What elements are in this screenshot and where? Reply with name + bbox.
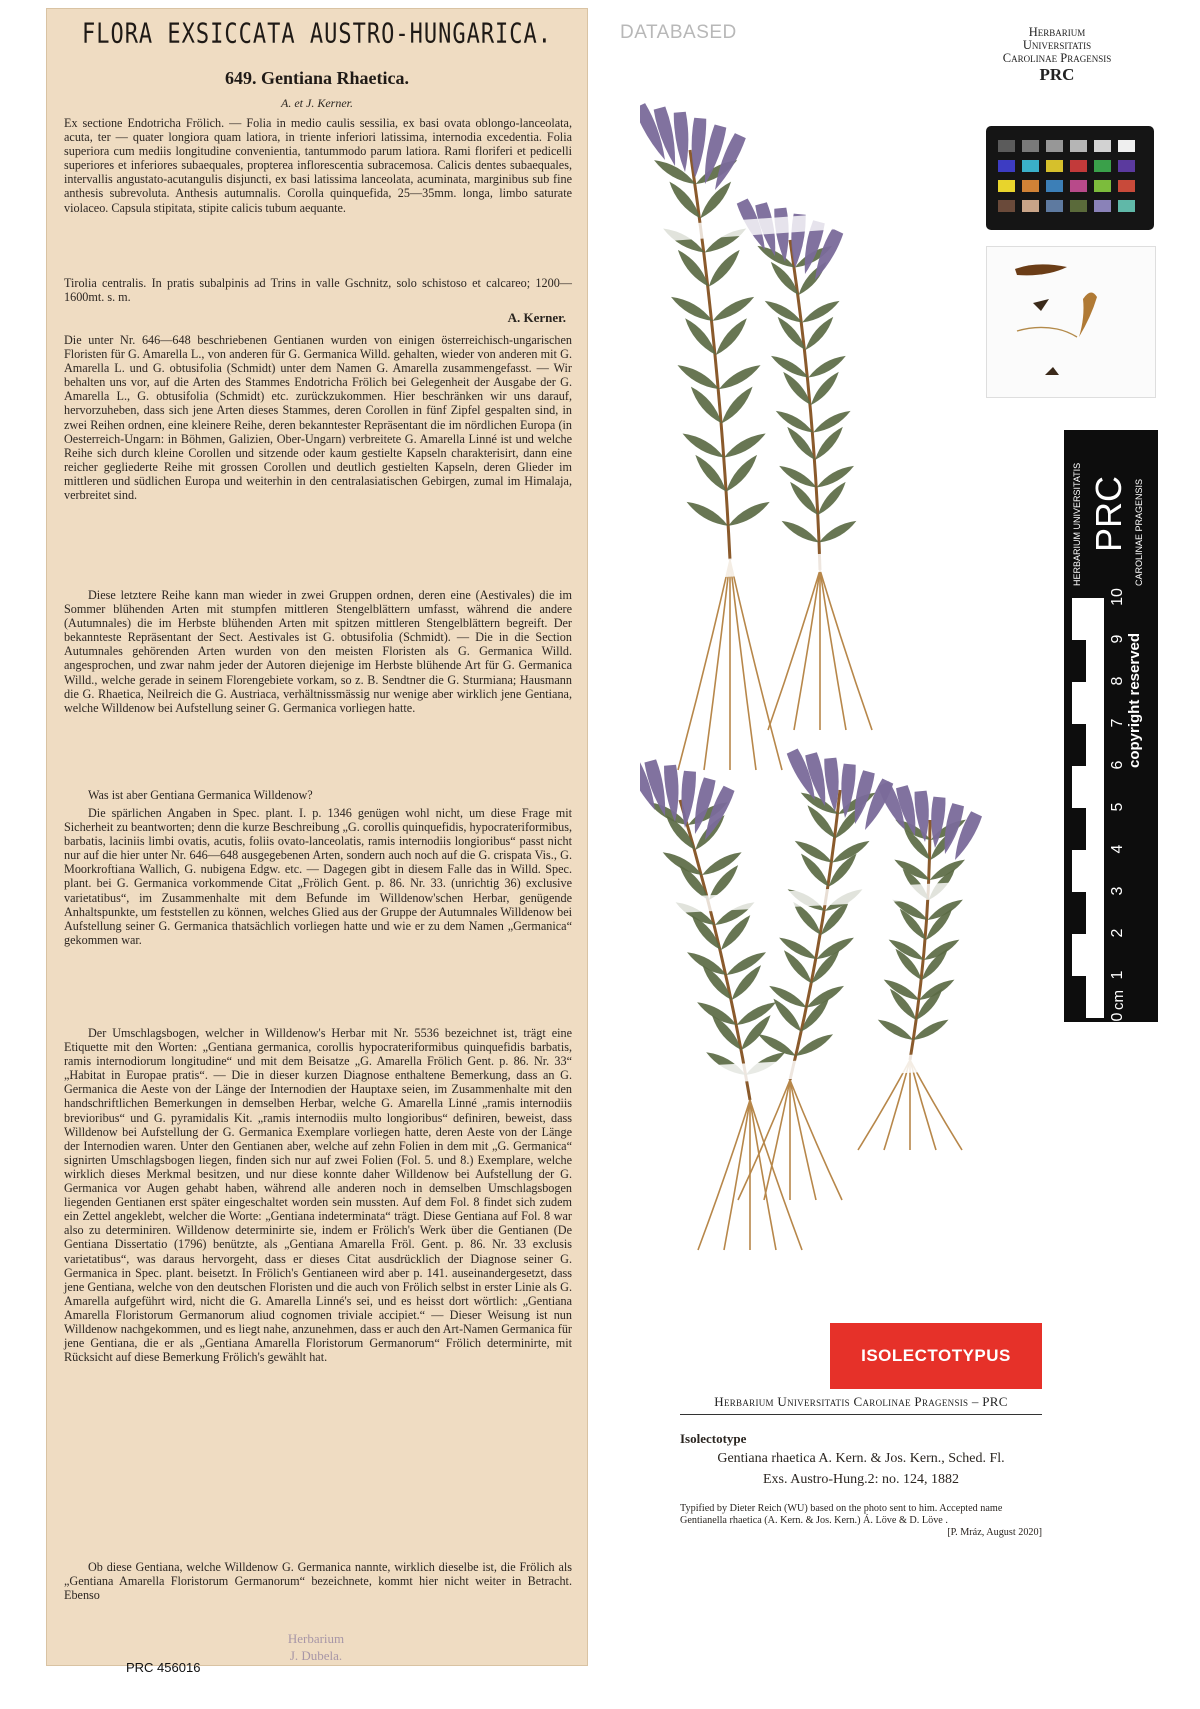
- type-status-text: ISOLECTOTYPUS: [861, 1346, 1011, 1365]
- root: [910, 1060, 962, 1150]
- leaf: [724, 948, 768, 979]
- color-swatch: [1094, 200, 1111, 212]
- label-description: Ex sectione Endotricha Frölich. — Folia in medio caulis sessilia, ex basi ovata oblongo-lanceolata, acuta, ter — quater longiora quam latiora, in triente inferiori latissima, internodia excedentia. Folia superiora cum mediis longitudine convenientia, tantummodo parum latiora. Rami floriferi et pedicelli superiores et inferiores subaequales, propterea inflorescentia subracemosa. Calicis dentes subaequales, intervallis angustato-acutangulis disjuncti, ex basi latissima lanceolata, acuminata, marginibus sub fine anthesis subrevoluta. Anthesis autumnalis. Corolla quinquefida, 25—35mm. longa, limbo saturate violaceo. Capsula stipitata, stipite calicis tubum aequante.: [64, 116, 572, 215]
- ruler-tick-label: 5: [1109, 802, 1126, 812]
- color-swatch: [1094, 160, 1111, 172]
- label-collector: A. Kerner.: [507, 310, 566, 325]
- exsiccata-label-sheet: [46, 8, 588, 1666]
- leaf: [779, 517, 821, 546]
- leaf: [814, 462, 856, 491]
- det-label-signature: [P. Mráz, August 2020]: [947, 1527, 1042, 1538]
- ruler-tick-label: 7: [1109, 718, 1126, 728]
- root: [794, 570, 820, 730]
- leaf: [712, 315, 751, 358]
- color-swatch: [1070, 180, 1087, 192]
- scale-bar-unit: cm: [1110, 990, 1127, 1010]
- scale-bar-code: PRC: [1088, 475, 1129, 552]
- root: [704, 560, 730, 770]
- label-title: FLORA EXSICCATA AUSTRO-HUNGARICA.: [81, 18, 553, 51]
- root: [698, 1100, 750, 1250]
- leaf: [734, 998, 778, 1029]
- leaf: [717, 361, 764, 394]
- leaf: [680, 429, 727, 462]
- leaf: [705, 247, 744, 290]
- leaf: [817, 517, 859, 546]
- ruler-segment: [1072, 976, 1086, 1018]
- leaf: [767, 982, 809, 1011]
- ruler-tick-label: 10: [1109, 588, 1126, 606]
- root: [730, 560, 782, 770]
- scale-bar-institution-2: CAROLINAE PRAGENSIS: [1134, 478, 1144, 586]
- scale-bar: [1064, 430, 1158, 1022]
- determination-label: [680, 1394, 1042, 1538]
- label-authors: A. et J. Kerner.: [281, 96, 353, 110]
- specimen-illustration: [640, 100, 1060, 1360]
- leaf: [684, 498, 731, 531]
- color-swatch: [1118, 180, 1135, 192]
- color-swatch: [1118, 140, 1135, 152]
- type-status-badge: [830, 1323, 1042, 1389]
- herbarium-stamp: [256, 1630, 376, 1664]
- label-paragraph-4: Die spärlichen Angaben in Spec. plant. I. p. 1346 genügen wohl nicht, um diese Frage mit Sicherheit zu beantworten; denn die kurze Beschreibung „G. corollis quinquefidis, hypocrateriformibus, barbatis, laciniis limbi ovatis, acutis, foliis ovato-lanceolatis, ramis internodiis longioribus“ passt nicht nur auf die hier unter Nr. 646—648 ausgegebenen Arten, sondern auch noch auf die G. crispata Vis., G. Moorkroftiana Wallich, G. nubigena Edgw. etc. — Dagegen gibt in diesem Falle das in Willd. Spec. plant. bei G. Germanica vorkommende Citat „Frölich Gent. p. 86. Nr. 33. (unrichtig 36) exclusive varietatibus“, im Zusammenhalte mit dem Befunde im Willdenow'schen Herbar, genügende Anhaltspunkte, um feststellen zu können, welches Glied aus der Gruppe der Autumnales Willdenow bei Aufstellung seiner G. Germanica thatsächlich vorliegen hatte und wie er zu dem Namen „Germanica“ gekommen war.: [64, 806, 573, 947]
- ruler-tick-label: 9: [1109, 634, 1126, 644]
- root: [724, 1100, 750, 1250]
- leaf: [811, 407, 853, 436]
- stamp-line-2: J. Dubela.: [289, 1648, 343, 1663]
- herbarium-header-line-3: Carolinae Pragensis: [1002, 51, 1112, 65]
- ruler-segment: [1072, 892, 1086, 934]
- det-label-citation-1: Gentiana rhaetica A. Kern. & Jos. Kern., Sched. Fl.: [717, 1451, 1005, 1466]
- scale-bar-copyright: copyright reserved: [1126, 632, 1143, 768]
- color-swatch: [1070, 160, 1087, 172]
- leaf: [722, 429, 769, 462]
- label-locality: Tirolia centralis. In pratis subalpinis ad Trins in valle Gschnitz, solo schistoso et calcareo; 1200—1600mt. s. m.: [64, 276, 572, 305]
- color-swatch: [1070, 140, 1087, 152]
- leaf: [793, 837, 835, 866]
- label-paragraph-2: Diese letztere Reihe kann man wieder in zwei Gruppen ordnen, deren eine (Aestivales) die im Sommer blühenden Arten mit stumpfen mittleren Stengelblättern umfasst, während die andere (Autumnales) die im Herbste blühenden Arten mit spitzen mittleren Stengelblättern begreift. Der bekannteste Repräsentant der Sect. Aestivales ist G. obtusifolia (Schmidt). — Die in die Section Autumnales gehörenden Arten wurden von den meisten Floristen als G. Germanica Willd. angesprochen, und zwar nahm jeder der Autoren diejenige im Herbste blühende Art für G. Germanica Willd., welche gerade in seinem Florengebiete vorkam, so z. B. Sendtner die G. Sturmiana; Hausmann die G. Rhaetica, Neilreich die G. Austriaca, verhältnissmässig nur wenige aber wirklich jene Gentiana, welche Willdenow bei Aufstellung seiner G. Germanica vorliegen hatte.: [64, 588, 572, 715]
- ruler-tick-label: 6: [1109, 760, 1126, 770]
- ruler-tick-label: 3: [1109, 886, 1126, 896]
- root: [730, 560, 756, 770]
- det-label-kind: Isolectotype: [680, 1431, 747, 1446]
- root: [790, 1080, 842, 1200]
- ruler-tick-label: 2: [1109, 928, 1126, 938]
- ruler-segment: [1072, 724, 1086, 766]
- herbarium-header: [972, 25, 1142, 84]
- root: [820, 570, 872, 730]
- label-paragraph-1: Die unter Nr. 646—648 beschriebenen Gentianen wurden von einigen österreichisch-ungarischen Floristen für G. Amarella L., von anderen für G. Germanica Willd. gehalten, wieder von anderen mit G. Amarella L. und G. obtusifolia (Schmidt) unter dem Namen G. Amarella zusammengefasst. — Wir behalten uns vor, auf die Arten des Stammes Endotricha Frölich bei Gelegenheit der Ausgabe der G. Amarella L., G. obtusifolia (Schmidt) etc. zurückzukommen. Hier beschränken wir uns darauf, hervorzuheben, dass sich jene Arten dieses Stammes, deren Corollen in fünf Zipfel gespalten sind, in zwei Reihen ordnen, eine kleinere Reihe, deren bekanntester Repräsentant die im nördlichen Europa (in Oesterreich-Ungarn: in Böhmen, Galizien, Ober-Ungarn) verbreitete G. Amarella Linné ist und welche Reihe sich durch kleine Corollen und sitzende oder kaum gestielte Kapseln charakterisirt, dann eine reicher gegliederte Reihe mit grossen Corollen und deutlich gestielten Kapseln, deren Glieder im mittleren und südlichen Europa und weiterhin in den centralasiatischen Gebirgen, zumal im Himalaja, verbreitet sind.: [64, 333, 572, 503]
- leaf: [722, 452, 761, 495]
- leaf: [726, 498, 773, 531]
- label-paragraph-5: Der Umschlagsbogen, welcher in Willdenow's Herbar mit Nr. 5536 bezeichnet ist, trägt eine Etiquette mit den Worten: „Gentiana germanica, corollis hypocrateriformibus quinquefidis barbatis, ramis internodiorum longitudine“ und mit dem Beisatze „G. Amarella Frölich Gent. p. 86. Nr. 33“ „Habitat in Europae pratis“. — Die in dieser kurzen Diagnose enthaltene Bemerkung, dass an G. Germanica die Aeste von der Länge der Internodien der Hauptaxe seien, im Zusammenhalte mit den handschriftlichen Bemerkungen in demselben Herbar, welche G. Amarella Linné „ramis internodiis brevioribus“ und G. pyramidalis Kit. „ramis internodiis multo longioribus“ definiren, beweist, dass Willdenow bei Aufstellung der G. Germanica Exemplare vorliegen hatte, deren Aeste von der Länge der Internodien waren. Unter den Gentianen aber, welche auf zehn Folien in dem mit „G. Germanica“ signirten Umschlagsbogen liegen, finden sich nur auf zwei Folien (Fol. 5. und 8.) Exemplare, welche wirklich dieses Merkmal besitzen, und nur diese konnte daher Willdenow bei Aufstellung der G. Germanica vor Augen gehabt haben, während alle anderen noch in demselben Umschlagsbogen liegenden Gentianen erst später eingeschaltet worden sein mussten. Auf dem Fol. 8 findet sich zudem ein Zettel angeklebt, welcher die Worte: „Gentiana indeterminata“ trägt. Diese Gentiana auf Fol. 8 war also zu determiniren. Willdenow determinirte sie, indem er Frölich's Werk über die Gentianen (De Gentiana Dissertatio (1796) benützte, als „Gentiana Amarella Fröl. Gent. p. 86. Nr. 33 exclusis varietatibus“, was daraus hervorgeht, dass er dieses Citat ausdrücklich der Diagnose seiner G. Germanica in Spec. plant. beisetzt. In Frölich's Gentianeen wird aber p. 141. auseinandergesetzt, dass jene Gentiana, welche von den deutschen Floristen und die auch von Frölich selbst in erster Linie als G. Amarella aufgeführt wird, nicht die G. Amarella Linné's sei, und es heisst dort wörtlich: „Gentiana Amarella Floristorum Germanorum aliud cognomen triviale accipiet.“ — Dieser Weisung ist nun Willdenow nachgekommen, und es liegt nahe, anzunehmen, dass er auch den Art-Namen Germanica für jene Gentiana, die er als „Gentiana Amarella Floristorum Germanorum“ Frölich determinirte, mit Rücksicht auf diese Bemerkung Frölich's gewählt hat.: [64, 1026, 572, 1365]
- mounting-strip: [640, 546, 970, 582]
- root: [750, 1100, 802, 1250]
- leaf: [710, 293, 757, 326]
- root: [910, 1060, 936, 1150]
- leaf: [800, 297, 842, 326]
- pressed-gentian-specimens: [640, 100, 1060, 1360]
- mounting-strip: [640, 1051, 980, 1087]
- ruler-tick-label: 0: [1109, 1012, 1126, 1022]
- herbarium-header-line-1: Herbarium: [1028, 25, 1086, 39]
- color-swatch: [1094, 140, 1111, 152]
- catalog-number: PRC 456016: [126, 1660, 201, 1675]
- leaf: [806, 352, 848, 381]
- ruler-tick-label: 1: [1109, 970, 1126, 980]
- scale-bar-institution: HERBARIUM UNIVERSITATIS: [1072, 462, 1082, 586]
- databased-stamp: DATABASED: [620, 22, 737, 43]
- leaf: [718, 383, 757, 426]
- leaf: [700, 848, 744, 879]
- leaf: [696, 178, 735, 221]
- root: [790, 1080, 816, 1200]
- det-label-institution: Herbarium Universitatis Carolinae Pragensis – PRC: [680, 1394, 1042, 1415]
- color-swatch: [1118, 200, 1135, 212]
- flower: [688, 118, 707, 179]
- det-label-note: Typified by Dieter Reich (WU) based on the photo sent to him. Accepted name Gentianella rhaetica (A. Kern. & Jos. Kern.) Á. Löve & D. Löve .: [680, 1503, 1003, 1526]
- det-label-citation-2: Exs. Austro-Hung.2: no. 124, 1882: [763, 1472, 959, 1487]
- leaf: [876, 1016, 916, 1044]
- root: [768, 570, 820, 730]
- herbarium-header-code: PRC: [1039, 65, 1075, 84]
- label-paragraph-6: Ob diese Gentiana, welche Willdenow G. Germanica nannte, wirklich dieselbe ist, die Frölich als „Gentiana Amarella Floristorum Germanorum“ bezeichnete, kommt hier nicht weiter in Betracht. Ebenso: [64, 1560, 572, 1603]
- flower: [673, 112, 692, 173]
- root: [820, 570, 846, 730]
- ruler-tick-label: 8: [1109, 676, 1126, 686]
- stamp-line-1: Herbarium: [287, 1631, 345, 1646]
- color-swatch: [1094, 180, 1111, 192]
- label-species-title: 649. Gentiana Rhaetica.: [225, 68, 409, 88]
- herbarium-header-line-2: Universitatis: [1022, 38, 1092, 52]
- ruler-tick-label: 4: [1109, 844, 1126, 854]
- ruler-segment: [1072, 640, 1086, 682]
- ruler-segment: [1072, 808, 1086, 850]
- color-swatch: [1070, 200, 1087, 212]
- label-paragraph-3: Was ist aber Gentiana Germanica Willdenow?: [88, 788, 313, 802]
- leaf: [777, 934, 819, 963]
- color-swatch: [1118, 160, 1135, 172]
- root: [678, 560, 730, 770]
